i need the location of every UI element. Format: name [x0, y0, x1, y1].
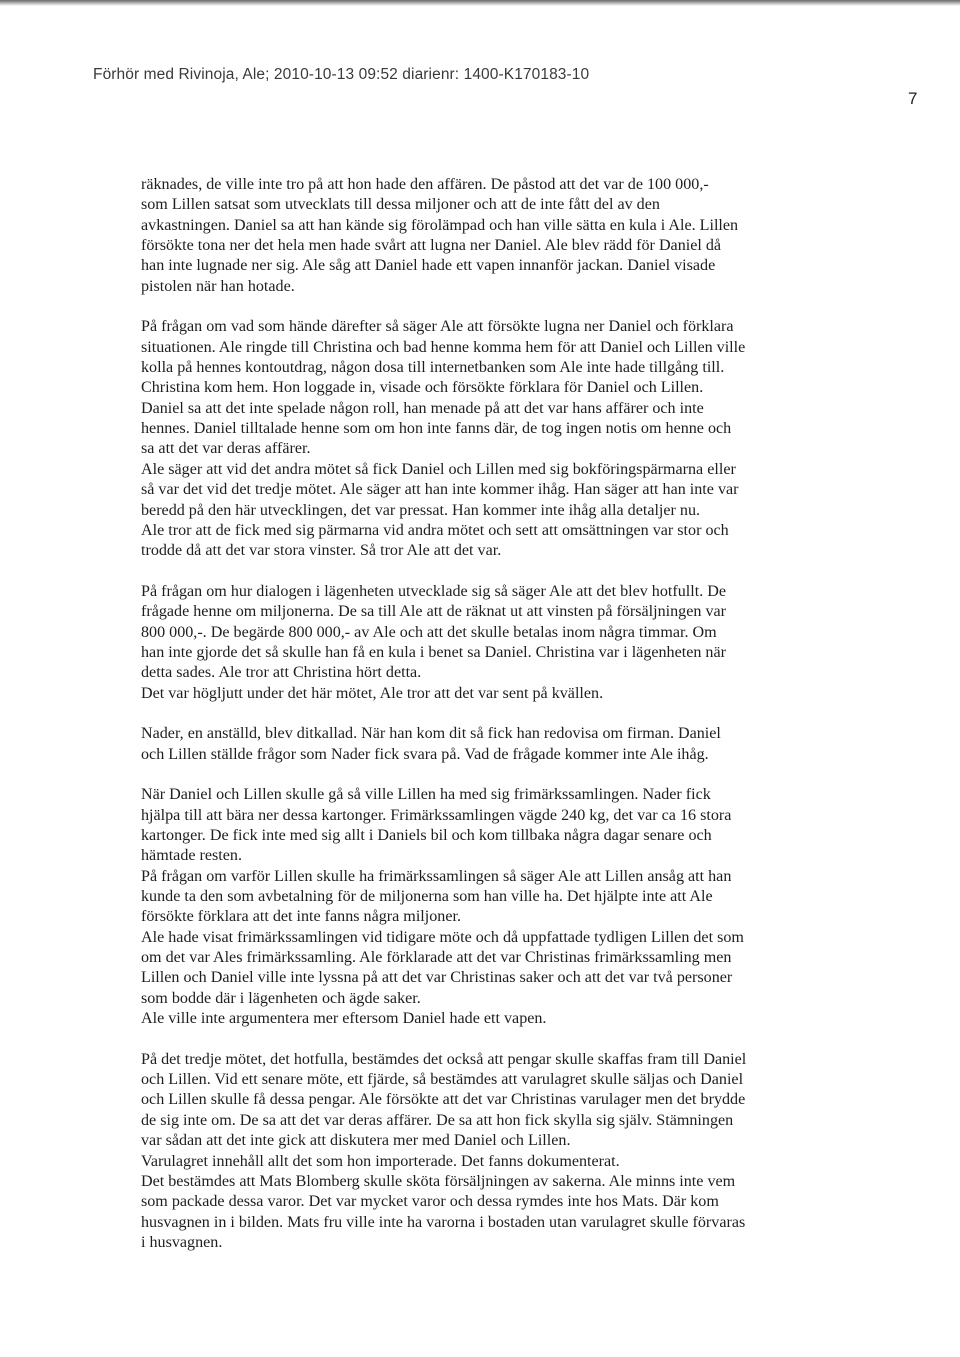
text-line: husvagnen in i bilden. Mats fru ville inte ha varorna i bostaden utan varulagret skulle förvaras: [141, 1213, 746, 1231]
text-line: han inte lugnade ner sig. Ale såg att Daniel hade ett vapen innanför jackan. Daniel visade: [141, 257, 716, 275]
paragraph: [141, 785, 861, 1029]
paragraph: [141, 175, 861, 297]
text-line: På frågan om hur dialogen i lägenheten utvecklade sig så säger Ale att det blev hotfullt. De: [141, 582, 727, 600]
text-line: som Lillen satsat som utvecklats till dessa miljoner och att de inte fått del av den: [141, 196, 660, 214]
document-header: Förhör med Rivinoja, Ale; 2010-10-13 09:52 diarienr: 1400-K170183-10: [93, 66, 590, 83]
text-line: räknades, de ville inte tro på att hon hade den affären. De påstod att det var de 100 000,-: [141, 176, 709, 193]
text-line: 800 000,-. De begärde 800 000,- av Ale och att det skulle betalas inom några timmar. Om: [141, 623, 717, 641]
text-line: Varulagret innehåll allt det som hon importerade. Det fanns dokumenterat.: [141, 1152, 620, 1170]
text-line: var sådan att det inte gick att diskutera mer med Daniel och Lillen.: [141, 1132, 571, 1150]
text-line: och Lillen. Vid ett senare möte, ett fjärde, så bestämdes att varulagret skulle säljas och Daniel: [141, 1071, 744, 1089]
paragraph-gap: [141, 562, 861, 582]
text-line: Daniel sa att det inte spelade någon roll, han menade på att det var hans affärer och inte: [141, 399, 704, 417]
text-line: och Lillen skulle få dessa pengar. Ale försökte att det var Christinas varulager men det brydde: [141, 1091, 746, 1109]
text-line: hennes. Daniel tilltalade henne som om hon inte fanns där, de tog ingen notis om henne och: [141, 420, 732, 438]
text-line: situationen. Ale ringde till Christina och bad henne komma hem för att Daniel och Lillen ville: [141, 338, 746, 356]
paragraph: [141, 1050, 861, 1253]
text-line: om det var Ales frimärkssamling. Ale förklarade att det var Christinas frimärkssamling men: [141, 949, 732, 967]
text-line: Christina kom hem. Hon loggade in, visade och försökte förklara för Daniel och Lillen.: [141, 379, 704, 397]
text-line: han inte gjorde det så skulle han få en kula i benet sa Daniel. Christina var i lägenheten när: [141, 643, 726, 661]
text-line: På frågan om varför Lillen skulle ha frimärkssamlingen så säger Ale att Lillen ansåg att han: [141, 867, 732, 885]
text-line: Det var högljutt under det här mötet, Ale tror att det var sent på kvällen.: [141, 684, 604, 702]
text-line: När Daniel och Lillen skulle gå så ville Lillen ha med sig frimärkssamlingen. Nader fick: [141, 786, 711, 804]
text-line: kunde ta den som avbetalning för de miljonerna som han ville ha. Det hjälpte inte att Ale: [141, 888, 713, 906]
paragraph-gap: [141, 765, 861, 785]
text-line: beredd på den här utvecklingen, det var pressat. Han kommer inte ihåg alla detaljer nu.: [141, 501, 701, 519]
text-line: kolla på hennes kontoutdrag, någon dosa till internetbanken som Ale inte hade tillgång till.: [141, 359, 725, 377]
paragraph: [141, 317, 861, 561]
text-line: frågade henne om miljonerna. De sa till Ale att de räknat ut att vinsten på försäljningen var: [141, 603, 726, 621]
text-line: Ale tror att de fick med sig pärmarna vid andra mötet och sett att omsättningen var stor och: [141, 521, 729, 539]
text-line: Nader, en anställd, blev ditkallad. När han kom dit så fick han redovisa om firman. Daniel: [141, 725, 721, 743]
text-line: försökte tona ner det hela men hade svårt att lugna ner Daniel. Ale blev rädd för Daniel då: [141, 237, 722, 255]
text-line: trodde då att det var stora vinster. Så tror Ale att det var.: [141, 542, 502, 560]
text-line: så var det vid det tredje mötet. Ale säger att han inte kommer ihåg. Han säger att han inte var: [141, 481, 739, 499]
text-line: detta sades. Ale tror att Christina hört detta.: [141, 664, 422, 682]
text-line: som bodde där i lägenheten och ägde saker.: [141, 989, 421, 1007]
text-line: och Lillen ställde frågor som Nader fick svara på. Vad de frågade kommer inte Ale ihåg.: [141, 745, 709, 763]
text-line: i husvagnen.: [141, 1233, 223, 1251]
text-line: Lillen och Daniel ville inte lyssna på att det var Christinas saker och att det var två personer: [141, 969, 733, 987]
text-line: som packade dessa varor. Det var mycket varor och dessa rymdes inte hos Mats. Där kom: [141, 1193, 719, 1211]
text-line: Ale säger att vid det andra mötet så fick Daniel och Lillen med sig bokföringspärmarna eller: [141, 460, 736, 478]
text-line: På frågan om vad som hände därefter så säger Ale att försökte lugna ner Daniel och förklara: [141, 318, 734, 336]
paragraph: [141, 724, 861, 765]
text-line: kartonger. De fick inte med sig allt i Daniels bil och kom tillbaka några dagar senare och: [141, 827, 712, 844]
paragraph-gap: [141, 297, 861, 317]
text-line: de sig inte om. De sa att det var deras affärer. De sa att hon fick skylla sig själv. Stämningen: [141, 1111, 734, 1129]
text-line: På det tredje mötet, det hotfulla, bestämdes det också att pengar skulle skaffas fram till Daniel: [141, 1050, 747, 1068]
text-line: Ale hade visat frimärkssamlingen vid tidigare möte och då uppfattade tydligen Lillen det som: [141, 928, 744, 946]
text-line: hämtade resten.: [141, 847, 242, 865]
paragraph-gap: [141, 704, 861, 724]
text-line: Ale ville inte argumentera mer eftersom Daniel hade ett vapen.: [141, 1010, 547, 1028]
text-line: Det bestämdes att Mats Blomberg skulle sköta försäljningen av sakerna. Ale minns inte vem: [141, 1172, 736, 1190]
text-line: försökte förklara att det inte fanns några miljoner.: [141, 908, 461, 926]
paragraph: [141, 582, 861, 704]
text-line: pistolen när han hotade.: [141, 277, 295, 295]
text-line: sa att det var deras affärer.: [141, 440, 311, 458]
document-body: [141, 175, 861, 1253]
page-number: 7: [908, 89, 918, 108]
text-line: avkastningen. Daniel sa att han kände sig förolämpad och han ville sätta en kula i Ale. Lillen: [141, 216, 739, 234]
paragraph-gap: [141, 1029, 861, 1049]
scan-top-edge: [0, 0, 960, 6]
text-line: hjälpa till att bära ner dessa kartonger. Frimärkssamlingen vägde 240 kg, det var ca 16 stora: [141, 806, 732, 824]
